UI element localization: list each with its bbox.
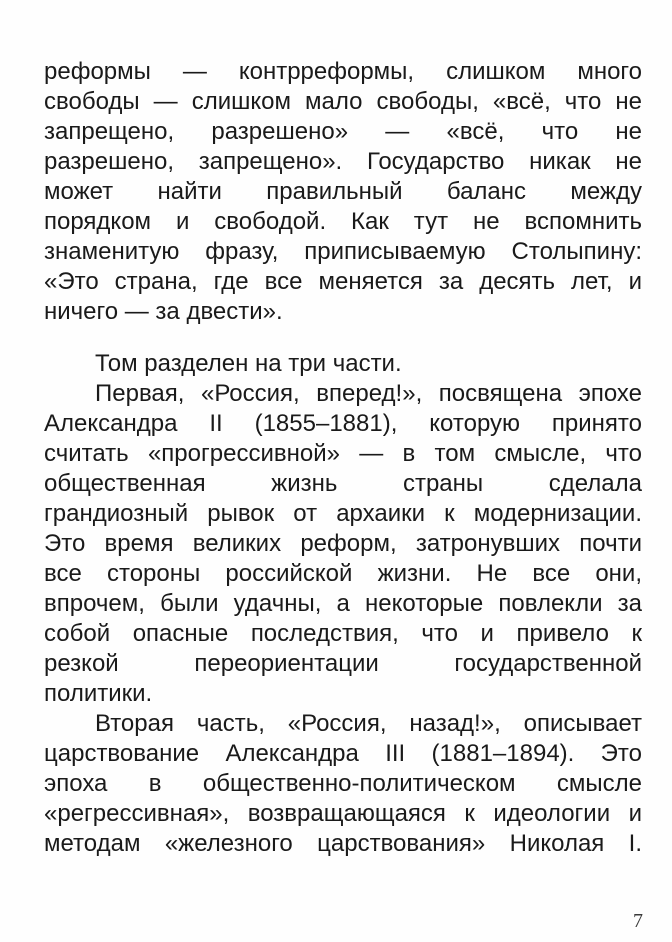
- paragraph: [44, 379, 642, 709]
- text-line: резкой переориентации государственной: [44, 650, 642, 677]
- page-number: 7: [633, 910, 643, 932]
- text-line: «регрессивная», возвращающаяся к идеологии и: [44, 800, 642, 827]
- text-line: эпоха в общественно-политическом смысле: [44, 770, 642, 797]
- text-line: может найти правильный баланс между: [44, 178, 642, 205]
- text-line: Это время великих реформ, затронувших почти: [44, 530, 642, 557]
- text-line: Первая, «Россия, вперед!», посвящена эпохе: [95, 380, 642, 407]
- text-line: знаменитую фразу, приписываемую Столыпину:: [44, 238, 642, 265]
- paragraph: [44, 57, 642, 327]
- text-line: запрещено, разрешено» — «всё, что не: [44, 118, 642, 145]
- text-line: впрочем, были удачны, а некоторые повлекли за: [44, 590, 642, 617]
- text-line: царствование Александра III (1881–1894). Это: [44, 740, 642, 767]
- text-line: собой опасные последствия, что и привело к: [44, 620, 642, 647]
- text-line: общественная жизнь страны сделала: [44, 470, 642, 497]
- paragraph: [44, 709, 642, 859]
- text-line: Вторая часть, «Россия, назад!», описывает: [95, 710, 642, 737]
- text-line: методам «железного царствования» Николая I.: [44, 830, 642, 857]
- text-line: Том разделен на три части.: [95, 350, 402, 377]
- paragraph: [44, 349, 642, 379]
- text-line: порядком и свободой. Как тут не вспомнить: [44, 208, 642, 235]
- text-line: свободы — слишком мало свободы, «всё, что не: [44, 88, 642, 115]
- text-line: «Это страна, где все меняется за десять лет, и: [44, 268, 642, 295]
- text-line: считать «прогрессивной» — в том смысле, что: [44, 440, 642, 467]
- text-line: ничего — за двести».: [44, 298, 283, 325]
- text-line: Александра II (1855–1881), которую принято: [44, 410, 642, 437]
- text-line: реформы — контрреформы, слишком много: [44, 58, 642, 85]
- page-text: [44, 57, 642, 859]
- text-line: все стороны российской жизни. Не все они,: [44, 560, 642, 587]
- text-line: разрешено, запрещено». Государство никак не: [44, 148, 642, 175]
- text-line: грандиозный рывок от архаики к модернизации.: [44, 500, 642, 527]
- text-line: политики.: [44, 680, 153, 707]
